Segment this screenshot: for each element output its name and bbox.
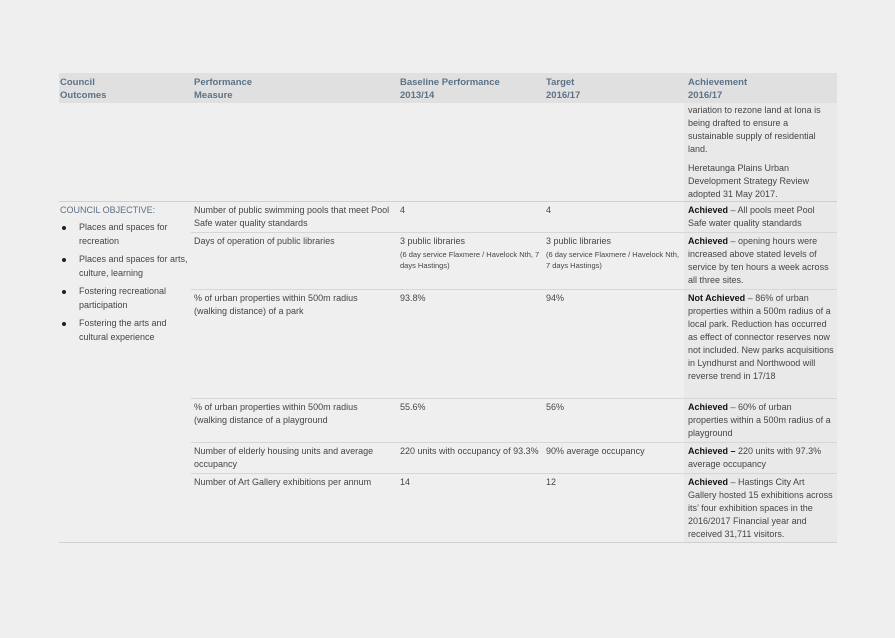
- achievement-cell: Achieved – 60% of urban properties within a 500m radius of a playground: [688, 402, 831, 438]
- baseline-cell: 4: [400, 205, 406, 215]
- outcome-bullet: Places and spaces for arts, culture, learning: [60, 253, 190, 280]
- target-cell: 56%: [546, 402, 565, 412]
- header-council-outcomes: Council Outcomes: [60, 77, 107, 101]
- table-header: [59, 73, 837, 103]
- baseline-cell: 14: [400, 477, 411, 487]
- outcome-bullet: Fostering recreational participation: [60, 285, 190, 312]
- achievement-cell: Achieved – opening hours were increased above stated levels of service by ten hours a week across all three sites.: [688, 236, 829, 285]
- status-text: Achieved –: [688, 446, 736, 456]
- performance-table: [59, 73, 837, 539]
- outcome-bullet: Places and spaces for recreation: [60, 221, 190, 248]
- measure-cell: Number of Art Gallery exhibitions per annum: [194, 477, 372, 487]
- target-cell: 4: [546, 205, 552, 215]
- measure-cell: % of urban properties within 500m radius (walking distance of a playground: [194, 402, 358, 425]
- continuation-achievement: variation to rezone land at Iona is being drafted to ensure a sustainable supply of residential land. Heretaunga Plains Urban Development Strategy Review adopted 31 May 2017.: [688, 105, 821, 199]
- bullet-dot-icon: [62, 258, 66, 262]
- status-text: Achieved: [688, 402, 729, 412]
- achievement-cell: Not Achieved – 86% of urban properties within a 500m radius of a local park. Reduction has occurred as effect of connector reserves now not included. New parks acquisitions in Lyndhurst and Northwood will reverse trend in 17/18: [688, 293, 834, 381]
- baseline-note: (6 day service Flaxmere / Havelock Nth, 7 days Hastings): [400, 250, 540, 270]
- baseline-cell: 93.8%: [400, 293, 426, 303]
- achievement-cell: Achieved – All pools meet Pool Safe water quality standards: [688, 205, 815, 228]
- baseline-cell: 3 public libraries (6 day service Flaxmere / Havelock Nth, 7 days Hastings): [400, 235, 542, 271]
- measure-cell: Days of operation of public libraries: [194, 236, 335, 246]
- achievement-cell: Achieved – 220 units with 97.3% average occupancy: [688, 446, 822, 469]
- header-performance-measure: Performance Measure: [194, 77, 253, 101]
- header-achievement: Achievement 2016/17: [688, 77, 748, 101]
- achievement-cell: Achieved – Hastings City Art Gallery hosted 15 exhibitions across its’ four exhibition spaces in the 2016/2017 Financial year and received 31,711 visitors.: [688, 477, 833, 539]
- measure-cell: Number of elderly housing units and average occupancy: [194, 446, 374, 469]
- target-note: (6 day service Flaxmere / Havelock Nth, 7 days Hastings): [546, 250, 679, 270]
- status-text: Achieved: [688, 477, 729, 487]
- target-cell: 12: [546, 477, 557, 487]
- target-cell: 3 public libraries (6 day service Flaxmere / Havelock Nth, 7 days Hastings): [546, 235, 682, 271]
- measure-cell: Number of public swimming pools that meet Pool Safe water quality standards: [194, 205, 390, 228]
- baseline-cell: 220 units with occupancy of 93.3%: [400, 446, 539, 456]
- outcome-bullet: Fostering the arts and cultural experience: [60, 317, 190, 344]
- outcome-bullet-list: [60, 221, 190, 349]
- header-baseline-performance: Baseline Performance 2013/14: [400, 77, 500, 101]
- bullet-dot-icon: [62, 290, 66, 294]
- bullet-dot-icon: [62, 322, 66, 326]
- baseline-cell: 55.6%: [400, 402, 426, 412]
- status-text: Achieved: [688, 236, 729, 246]
- header-target: Target 2016/17: [546, 77, 581, 101]
- council-objective-label: COUNCIL OBJECTIVE:: [60, 205, 156, 215]
- target-cell: 90% average occupancy: [546, 446, 645, 456]
- target-cell: 94%: [546, 293, 565, 303]
- status-text: Not Achieved: [688, 293, 746, 303]
- bullet-dot-icon: [62, 226, 66, 230]
- status-text: Achieved: [688, 205, 729, 215]
- table-bottom-border: [59, 542, 837, 543]
- measure-cell: % of urban properties within 500m radius (walking distance) of a park: [194, 293, 358, 316]
